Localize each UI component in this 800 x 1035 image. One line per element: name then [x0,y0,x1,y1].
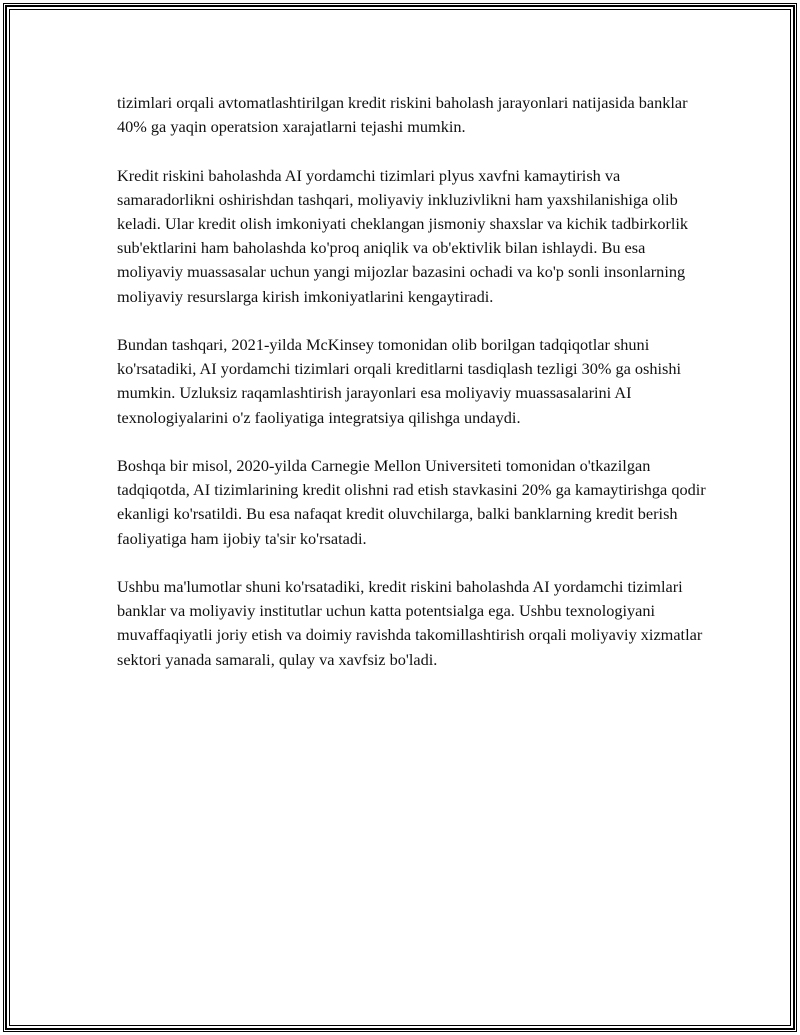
paragraph-operational-savings: tizimlari orqali avtomatlashtirilgan kredit riskini baholash jarayonlari natijasida banklar 40% ga yaqin operatsion xarajatlarni tejashi mumkin. [117,93,688,137]
paragraph-conclusion: Ushbu ma'lumotlar shuni ko'rsatadiki, kredit riskini baholashda AI yordamchi tizimlari banklar va moliyaviy institutlar uchun katta potentsialga ega. Ushbu texnologiyani muvaffaqiyatli joriy etish va doimiy ravishda takomillashtirish orqali moliyaviy xizmatlar sektori yanada samarali, qulay va xavfsiz bo'ladi. [117,577,703,669]
paragraph-financial-inclusion: Kredit riskini baholashda AI yordamchi tizimlari plyus xavfni kamaytirish va samaradorlikni oshirishdan tashqari, moliyaviy inkluzivlikni ham yaxshilanishiga olib keladi. Ular kredit olish imkoniyati cheklangan jismoniy shaxslar va kichik tadbirkorlik sub'ektlarini ham baholashda ko'proq aniqlik va ob'ektivlik bilan ishlaydi. Bu esa moliyaviy muassasalar uchun yangi mijozlar bazasini ochadi va ko'p sonli insonlarning moliyaviy resurslarga kirish imkoniyatlarini kengaytiradi. [117,165,689,306]
paragraph-mckinsey-study: Bundan tashqari, 2021-yilda McKinsey tomonidan olib borilgan tadqiqotlar shuni ko'rsatadiki, AI yordamchi tizimlari orqali kreditlarni tasdiqlash tezligi 30% ga oshishi mumkin. Uzluksiz raqamlashtirish jarayonlari esa moliyaviy muassasalarini AI texnologiyalarini o'z faoliyatiga integratsiya qilishga undaydi. [117,335,682,427]
document-body [117,91,707,696]
paragraph-carnegie-mellon-study: Boshqa bir misol, 2020-yilda Carnegie Mellon Universiteti tomonidan o'tkazilgan tadqiqotda, AI tizimlarining kredit olishni rad etish stavkasini 20% ga kamaytirishga qodir ekanligi ko'rsatildi. Bu esa nafaqat kredit oluvchilarga, balki banklarning kredit berish faoliyatiga ham ijobiy ta'sir ko'rsatadi. [117,456,706,548]
